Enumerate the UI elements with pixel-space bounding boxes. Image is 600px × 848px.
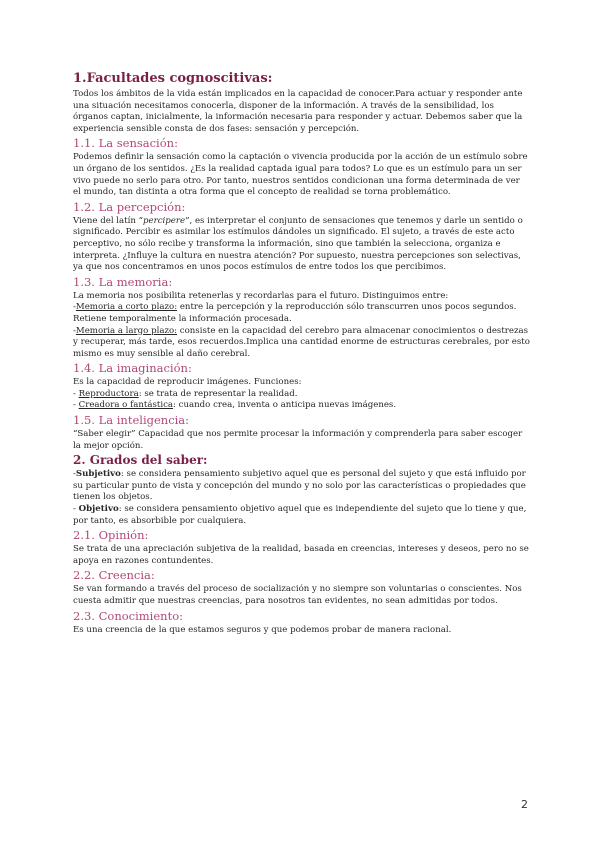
list-prefix: -: [73, 469, 76, 480]
term-creadora: Creadora o fantástica: [78, 400, 174, 411]
paragraph-percepcion: [73, 216, 530, 274]
paragraph-opinion: Se trata de una apreciación subjetiva de la realidad, basada en creencias, intereses y deseos, pero no se apoya en razones contundentes.: [73, 544, 529, 566]
heading-imaginacion: 1.4. La imaginación:: [73, 361, 192, 376]
paragraph-memoria-intro: La memoria nos posibilita retenerlas y recordarlas para el futuro. Distinguimos entre:: [73, 290, 449, 301]
document-page: [73, 71, 530, 636]
list-item-reproductora: [73, 389, 530, 401]
term-objetivo: Objetivo: [78, 504, 119, 515]
text-run: consiste en la capacidad del cerebro para almacenar conocimientos o destrezas y recuperar, más tarde, esos recuerdos.Implica una cantidad enorme de estructuras cerebrales, por esto mismo es muy sensible al daño cerebral.: [73, 325, 530, 359]
text-run: : cuando crea, inventa o anticipa nuevas imágenes.: [173, 400, 397, 411]
heading-inteligencia: 1.5. La inteligencia:: [73, 413, 190, 428]
text-run: : se considera pensamiento objetivo aquel que es independiente del sujeto que lo tiene y que, por tanto, es absorbible por cualquiera.: [73, 504, 527, 526]
list-prefix: -: [73, 302, 76, 313]
term-memoria-largo: Memoria a largo plazo:: [75, 325, 178, 336]
list-prefix: -: [73, 388, 79, 399]
paragraph-sensacion: Podemos definir la sensación como la captación o vivencia producida por la acción de un estímulo sobre un órgano de los sentidos. ¿Es la realidad captada igual para todos? Lo que es un estímulo para un ser vivo puede no serlo para otro. Por tanto, nuestros sentidos condicionan una forma determinada de ver el mundo, tan distinta a otra forma que el concepto de realidad se torna problemático.: [73, 152, 528, 198]
heading-facultades: 1.Facultades cognoscitivas:: [73, 71, 273, 86]
list-item-memoria-corto: [73, 302, 530, 325]
list-prefix: -: [73, 325, 76, 336]
heading-sensacion: 1.1. La sensación:: [73, 136, 178, 151]
heading-grados-saber: 2. Grados del saber:: [73, 453, 208, 468]
term-subjetivo: Subjetivo: [75, 469, 121, 480]
paragraph-facultades: Todos los ámbitos de la vida están implicados en la capacidad de conocer.Para actuar y responder ante una situación necesitamos conocerla, disponer de la información. A través de la sensibilidad, los órganos captan, inicialmente, la información necesaria para responder y actuar. Debemos saber que la experiencia sensible consta de dos fases: sensación y percepción.: [73, 89, 523, 134]
heading-conocimiento: 2.3. Conocimiento:: [73, 608, 183, 623]
latin-term: percipere: [143, 215, 186, 226]
text-run: entre la percepción y la reproducción sólo transcurren unos pocos segundos. Retiene temporalmente la información procesada.: [73, 302, 517, 324]
paragraph-creencia: Se van formando a través del proceso de socialización y no siempre son voluntarias o conscientes. Nos cuesta admitir que nuestras creencias, para nosotros tan evidentes, no sean admitidas por todos.: [73, 584, 522, 606]
paragraph-conocimiento: Es una creencia de la que estamos seguros y que podemos probar de manera racional.: [73, 624, 452, 635]
text-run: Viene del latín “: [73, 215, 144, 226]
list-prefix: -: [73, 504, 79, 515]
page-number: 2: [521, 798, 528, 811]
paragraph-imaginacion-intro: Es la capacidad de reproducir imágenes. Funciones:: [73, 377, 302, 388]
heading-opinion: 2.1. Opinión:: [73, 528, 149, 543]
list-item-objetivo: [73, 504, 530, 527]
list-item-subjetivo: [73, 469, 530, 504]
paragraph-inteligencia: “Saber elegir” Capacidad que nos permite procesar la información y comprenderla para saber escoger la mejor opción.: [73, 429, 523, 451]
term-reproductora: Reproductora: [78, 388, 139, 399]
list-item-memoria-largo: [73, 326, 530, 361]
text-run: : se trata de representar la realidad.: [138, 388, 298, 399]
list-prefix: -: [73, 400, 79, 411]
list-item-creadora: [73, 400, 530, 412]
text-run: : se considera pensamiento subjetivo aquel que es personal del sujeto y que está influido por su particular punto de vista y concepción del mundo y no solo por las características o propiedades que tienen los objetos.: [73, 469, 526, 503]
heading-percepcion: 1.2. La percepción:: [73, 199, 186, 214]
heading-memoria: 1.3. La memoria:: [73, 274, 173, 289]
term-memoria-corto: Memoria a corto plazo:: [75, 302, 178, 313]
heading-creencia: 2.2. Creencia:: [73, 568, 155, 583]
text-run: ”, es interpretar el conjunto de sensaciones que tenemos y darle un sentido o significado. Percibir es asimilar los estímulos dándoles un significado. El sujeto, a través de este acto perceptivo, no sólo recibe y transforma la información, sino que también la selecciona, organiza e interpreta. ¿Influye la cultura en nuestra atención? Por supuesto, nuestra percepciones son selectivas, ya que nos concentramos en unos pocos estímulos de entre todos los que percibimos.: [73, 215, 523, 273]
